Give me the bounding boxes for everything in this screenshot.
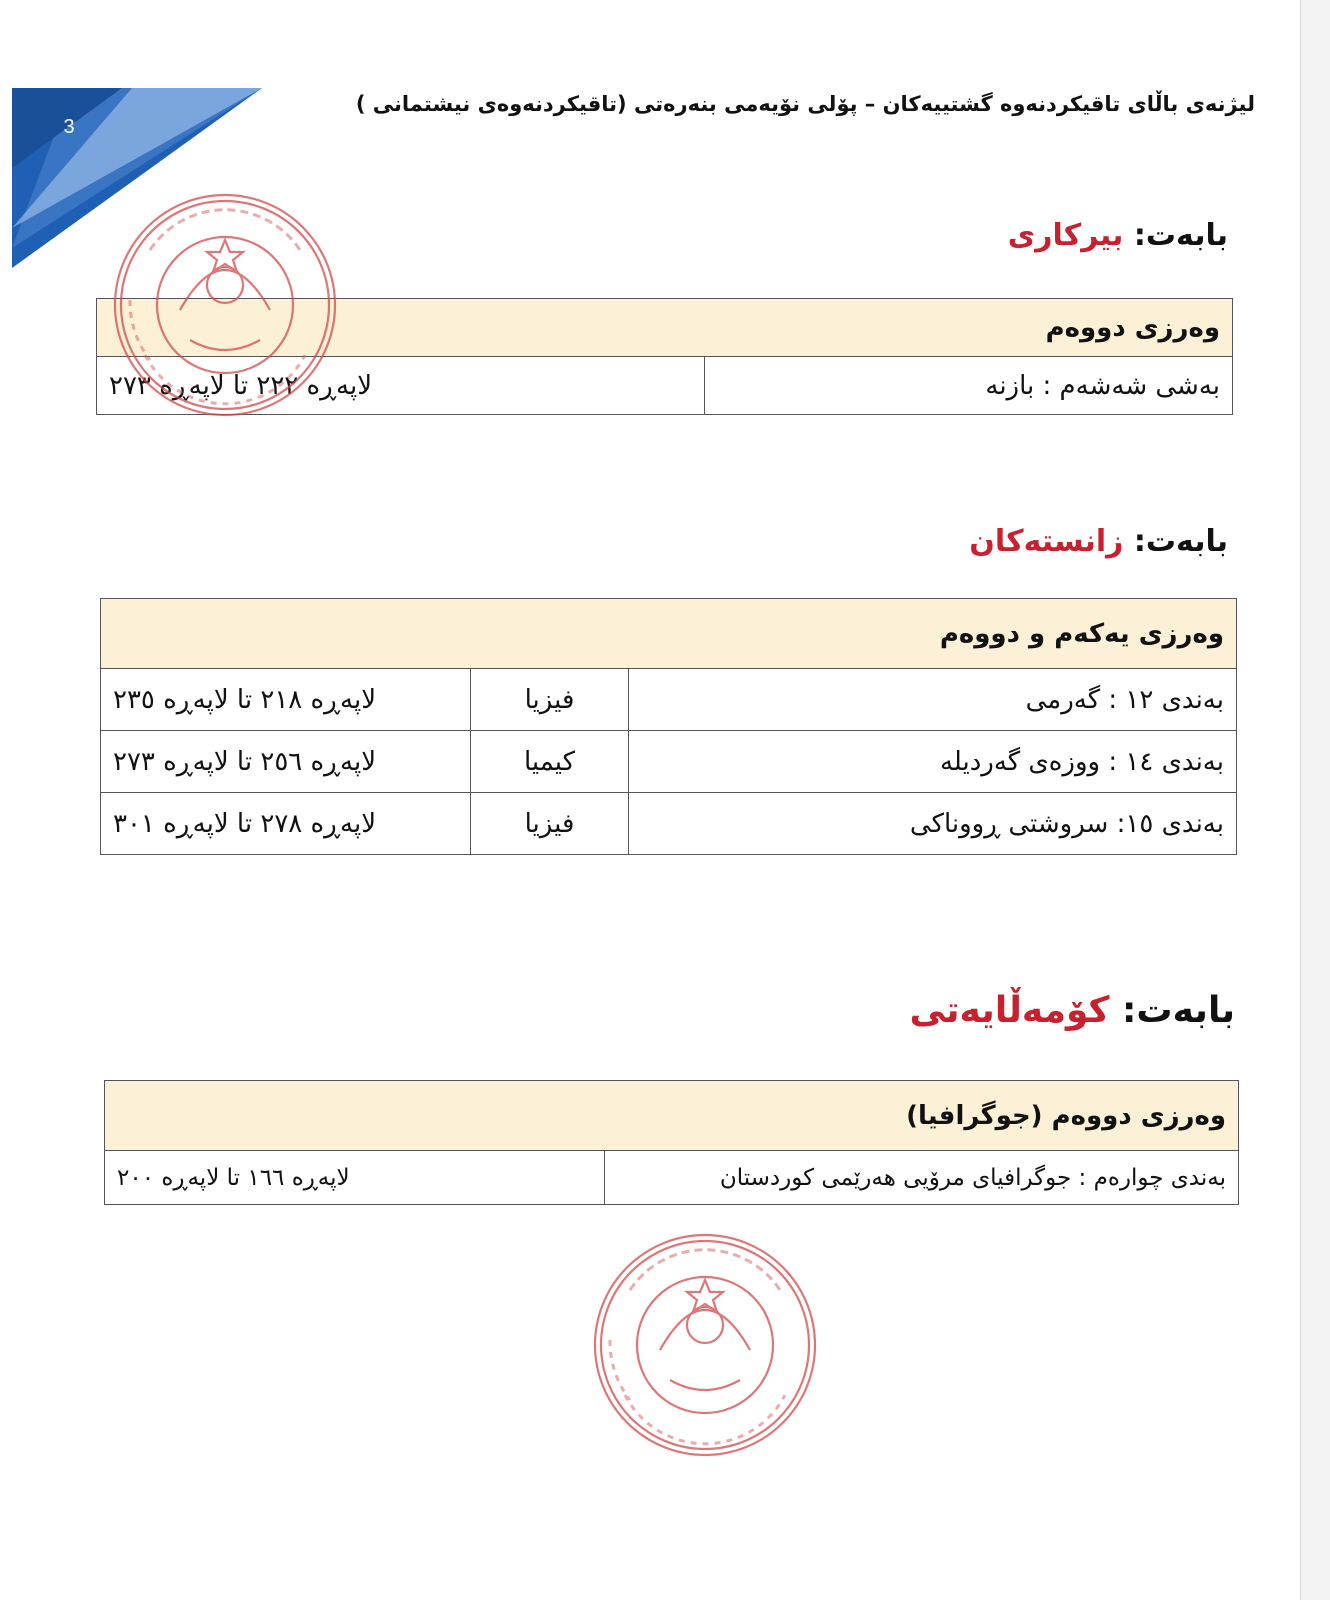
pages-cell: لاپەڕە ٢١٨ تا لاپەڕە ٢٣٥ [101,669,471,731]
table-row [101,731,1237,793]
table-header: وەرزی یەکەم و دووەم [101,599,1237,669]
official-stamp [110,190,340,420]
subject-label: بابەت: [1122,990,1235,1031]
subject-heading-social [910,990,1235,1031]
science-table [100,598,1237,855]
social-table [104,1080,1239,1205]
pages-cell: لاپەڕە ٢٥٦ تا لاپەڕە ٢٧٣ [101,731,471,793]
scan-edge [1300,0,1330,1600]
table-header: وەرزی دووەم [97,299,1233,357]
topic-cell: بەندی ١٥: سروشتی ڕووناکی [629,793,1237,855]
field-cell: فیزیا [471,793,629,855]
topic-cell: بەشی شەشەم : بازنە [705,357,1233,415]
subject-name: کۆمەڵایەتی [909,990,1110,1031]
page-header: لیژنەی باڵای تاقیکردنەوە گشتییەکان – پۆلی نۆیەمی بنەرەتی (تاقیکردنەوەی نیشتمانی ) [355,92,1255,116]
pages-cell: لاپەڕە ٢٧٨ تا لاپەڕە ٣٠١ [101,793,471,855]
official-stamp [590,1230,820,1460]
subject-label: بابەت: [1133,218,1228,253]
topic-cell: بەندی چوارەم : جوگرافیای مرۆیی هەرێمی کوردستان [605,1151,1239,1205]
field-cell: کیمیا [471,731,629,793]
pages-cell: لاپەڕە ٢٢٢ تا لاپەڕە ٢٧٣ [97,357,705,415]
table-header: وەرزی دووەم (جوگرافیا) [105,1081,1239,1151]
table-row [101,793,1237,855]
topic-cell: بەندی ١٤ : ووزەی گەردیلە [629,731,1237,793]
subject-heading-math [1008,218,1228,253]
topic-cell: بەندی ١٢ : گەرمی [629,669,1237,731]
subject-name: زانستەکان [969,524,1124,559]
subject-name: بیرکاری [1007,218,1124,253]
page-number: 3 [63,116,75,138]
pages-cell: لاپەڕە ١٦٦ تا لاپەڕە ٢٠٠ [105,1151,605,1205]
field-cell: فیزیا [471,669,629,731]
subject-heading-science [969,524,1228,559]
subject-label: بابەت: [1133,524,1228,559]
table-row [101,669,1237,731]
